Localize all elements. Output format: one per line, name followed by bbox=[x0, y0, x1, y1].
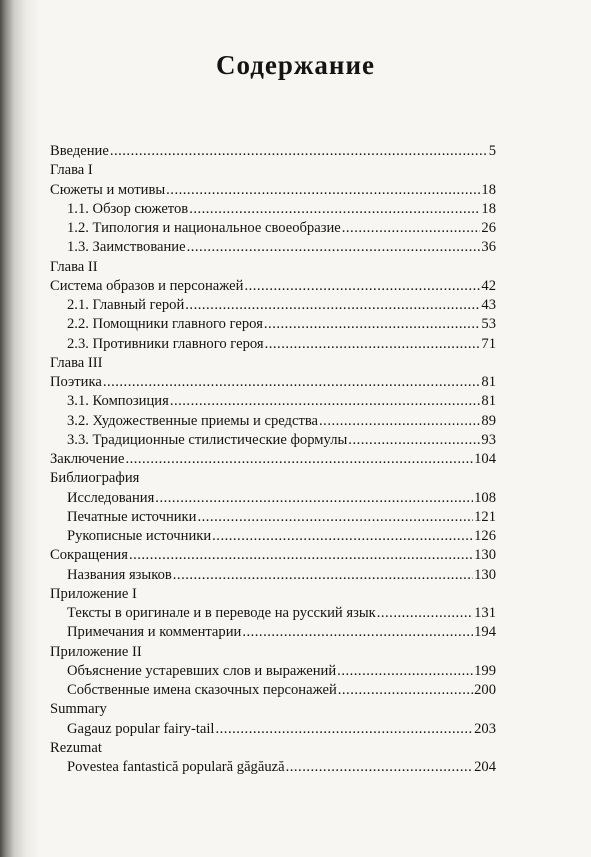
toc-page-number: 108 bbox=[474, 489, 496, 506]
toc-entry-label: 3.3. Традиционные стилистические формулы bbox=[67, 431, 348, 448]
toc-page-number: 200 bbox=[474, 682, 496, 698]
toc-entry-label: Собственные имена сказочных персонажей bbox=[67, 682, 337, 698]
toc-page-number: 126 bbox=[474, 528, 496, 544]
dot-leader bbox=[185, 296, 480, 315]
dot-leader bbox=[342, 219, 481, 238]
toc-entry bbox=[50, 412, 496, 431]
toc-page-number: 53 bbox=[481, 316, 496, 333]
toc-page-number: 43 bbox=[481, 297, 496, 313]
toc-entry bbox=[50, 431, 496, 450]
toc-entry-label: Povestea fantastică populară găgăuză bbox=[67, 759, 285, 775]
toc-entry-label: 1.1. Обзор сюжетов bbox=[67, 200, 189, 217]
dot-leader bbox=[338, 681, 473, 700]
dot-leader bbox=[348, 431, 480, 450]
dot-leader bbox=[129, 546, 473, 565]
toc-entry-label: Рукописные источники bbox=[67, 528, 212, 544]
toc-entry bbox=[50, 238, 496, 257]
toc-entry bbox=[50, 546, 496, 565]
toc-entry bbox=[50, 662, 496, 681]
dot-leader bbox=[377, 604, 473, 623]
toc-page-number: 199 bbox=[474, 662, 496, 679]
toc-entry bbox=[50, 373, 496, 392]
toc-entry-label: Gagauz popular fairy-tail bbox=[67, 720, 215, 737]
toc-entry-label: Названия языков bbox=[67, 566, 172, 583]
toc-section-heading: Глава I bbox=[50, 162, 93, 179]
toc-entry bbox=[50, 200, 496, 219]
toc-entry-label: 3.1. Композиция bbox=[67, 393, 169, 410]
toc-page-number: 130 bbox=[474, 547, 496, 564]
toc-page-number: 18 bbox=[481, 181, 496, 198]
toc-section-heading: Глава II bbox=[50, 258, 98, 275]
toc-entry-label: Система образов и персонажей bbox=[50, 277, 244, 294]
dot-leader bbox=[244, 277, 480, 296]
toc-page-number: 18 bbox=[481, 200, 496, 217]
dot-leader bbox=[319, 412, 480, 431]
dot-leader bbox=[197, 508, 473, 527]
toc-entry bbox=[50, 315, 496, 334]
toc-page-number: 81 bbox=[481, 374, 496, 390]
toc-entry-label: 1.3. Заимствование bbox=[67, 239, 186, 256]
toc-entry-label: Сюжеты и мотивы bbox=[50, 181, 166, 198]
toc-page-number: 194 bbox=[474, 624, 496, 641]
toc-entry-label: Сокращения bbox=[50, 547, 128, 564]
toc-entry bbox=[50, 219, 496, 238]
toc-entry bbox=[50, 181, 496, 200]
toc-entry bbox=[50, 623, 496, 642]
dot-leader bbox=[166, 181, 480, 200]
toc-section-heading: Rezumat bbox=[50, 739, 102, 756]
toc-page-number: 26 bbox=[481, 220, 496, 236]
toc-page-number: 131 bbox=[474, 605, 496, 621]
dot-leader bbox=[286, 758, 474, 777]
toc-page-number: 121 bbox=[474, 508, 496, 525]
dot-leader bbox=[264, 315, 481, 334]
toc-entry bbox=[50, 450, 496, 469]
table-of-contents bbox=[50, 142, 496, 777]
dot-leader bbox=[242, 623, 473, 642]
toc-entry-label: Введение bbox=[50, 143, 109, 159]
toc-page-number: 89 bbox=[481, 412, 496, 429]
toc-entry bbox=[50, 335, 496, 354]
dot-leader bbox=[170, 392, 481, 411]
toc-entry-label: Поэтика bbox=[50, 374, 102, 390]
toc-entry bbox=[50, 527, 496, 546]
toc-entry-label: Заключение bbox=[50, 451, 125, 467]
toc-entry bbox=[50, 758, 496, 777]
toc-page-number: 104 bbox=[474, 451, 496, 467]
toc-entry bbox=[50, 489, 496, 508]
toc-entry-label: Исследования bbox=[67, 489, 155, 506]
toc-page-number: 130 bbox=[474, 566, 496, 583]
dot-leader bbox=[155, 489, 473, 508]
toc-page-number: 42 bbox=[481, 277, 496, 294]
dot-leader bbox=[103, 373, 481, 392]
toc-entry-label: 3.2. Художественные приемы и средства bbox=[67, 412, 319, 429]
dot-leader bbox=[212, 527, 473, 546]
toc-entry-label: Объяснение устаревших слов и выражений bbox=[67, 662, 337, 679]
toc-section-heading: Приложение I bbox=[50, 585, 137, 602]
toc-page-number: 204 bbox=[474, 759, 496, 775]
toc-entry bbox=[50, 681, 496, 700]
toc-entry bbox=[50, 720, 496, 739]
toc-page-number: 5 bbox=[488, 143, 496, 159]
dot-leader bbox=[187, 238, 481, 257]
toc-section-heading: Глава III bbox=[50, 354, 103, 371]
toc-entry-label: 1.2. Типология и национальное своеобразие bbox=[67, 220, 341, 236]
dot-leader bbox=[125, 450, 473, 469]
toc-page-number: 93 bbox=[481, 431, 496, 448]
toc-entry-label: 2.2. Помощники главного героя bbox=[67, 316, 263, 333]
toc-entry bbox=[50, 604, 496, 623]
toc-section-heading: Summary bbox=[50, 701, 107, 718]
dot-leader bbox=[337, 662, 473, 681]
toc-entry bbox=[50, 296, 496, 315]
toc-entry-label: Примечания и комментарии bbox=[67, 624, 242, 641]
toc-entry-label: 2.3. Противники главного героя bbox=[67, 335, 264, 352]
toc-page-number: 71 bbox=[481, 335, 496, 352]
toc-page-number: 203 bbox=[474, 720, 496, 737]
dot-leader bbox=[216, 720, 474, 739]
toc-entry bbox=[50, 392, 496, 411]
toc-page-number: 81 bbox=[481, 393, 496, 410]
toc-section-heading: Библиография bbox=[50, 470, 140, 487]
toc-entry bbox=[50, 142, 496, 161]
toc-entry bbox=[50, 277, 496, 296]
toc-entry-label: Тексты в оригинале и в переводе на русский язык bbox=[67, 605, 376, 621]
dot-leader bbox=[110, 142, 488, 161]
dot-leader bbox=[173, 566, 473, 585]
toc-entry-label: 2.1. Главный герой bbox=[67, 297, 185, 313]
toc-page-number: 36 bbox=[481, 239, 496, 256]
dot-leader bbox=[189, 200, 480, 219]
toc-section-heading: Приложение II bbox=[50, 643, 142, 660]
toc-entry-label: Печатные источники bbox=[67, 508, 197, 525]
toc-entry bbox=[50, 566, 496, 585]
page-title: Содержание bbox=[215, 50, 376, 80]
dot-leader bbox=[265, 335, 481, 354]
toc-entry bbox=[50, 508, 496, 527]
